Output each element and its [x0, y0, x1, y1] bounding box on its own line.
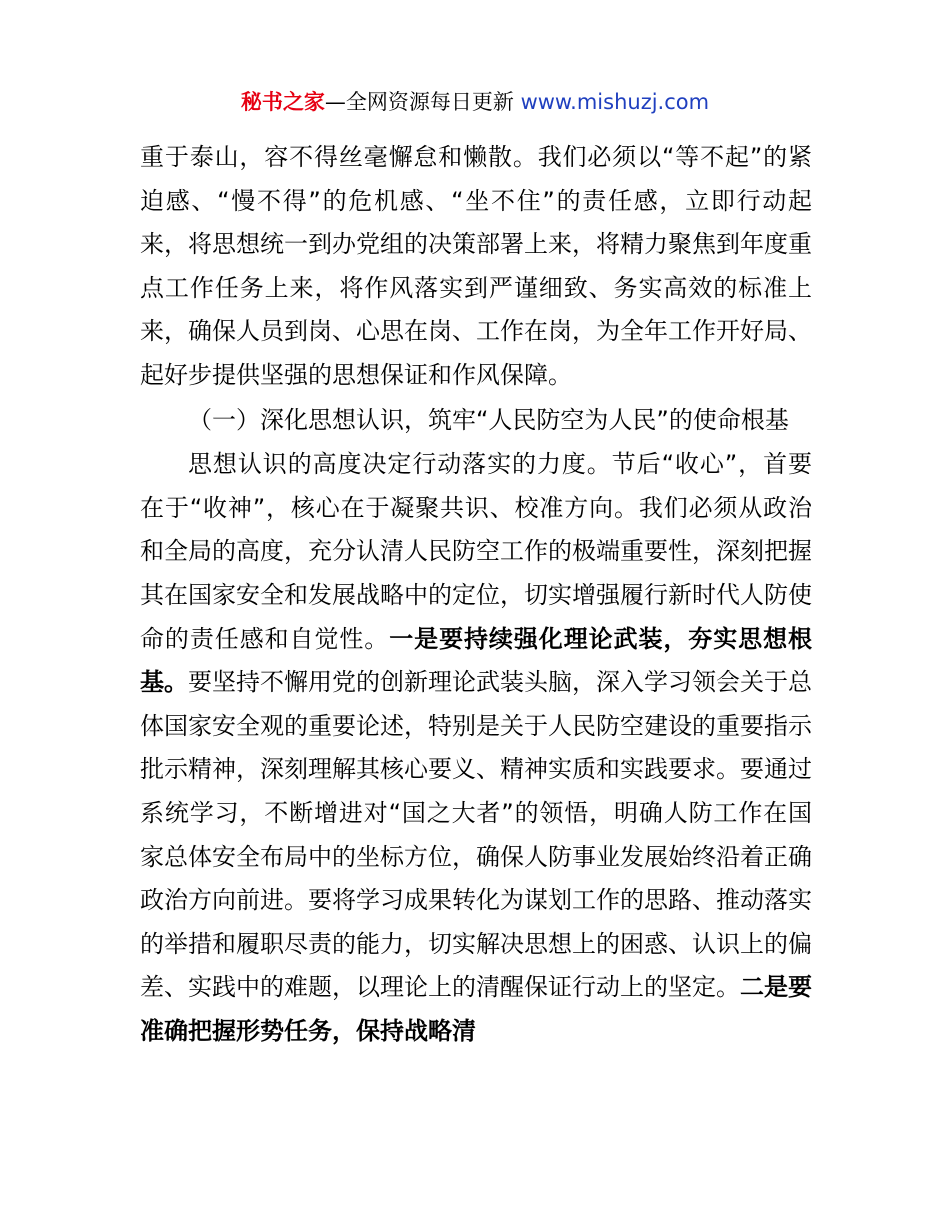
site-tagline: —全网资源每日更新 [324, 90, 521, 114]
paragraph-2-bold-point-1: 一是要持续强化理论武装，夯实思想根基。 [140, 624, 813, 697]
page-header [0, 86, 950, 118]
site-name: 秘书之家 [240, 90, 325, 114]
paragraph-2-bold-point-2: 二是要准确把握形势任务，保持战略清 [140, 973, 812, 1045]
paragraph-2-body: 要坚持不懈用党的创新理论武装头脑，深入学习领会关于总体国家安全观的重要论述，特别是关于人民防空建设的重要指示批示精神，深刻理解其核心要义、精神实质和实践要求。要通过系统学习，不断增进对“国之大者”的领悟，明确人防工作在国家总体安全布局中的坐标方位，确保人防事业发展始终沿着正确政治方向前进。要将学习成果转化为谋划工作的思路、推动落实的举措和履职尽责的能力，切实解决思想上的困惑、认识上的偏差、实践中的难题，以理论上的清醒保证行动上的坚定。 [140, 668, 812, 1002]
section-heading-1: （一）深化思想认识，筑牢“人民防空为人民”的使命根基 [188, 405, 789, 434]
document-body [140, 136, 812, 1053]
paragraph-1: 重于泰山，容不得丝毫懈怠和懒散。我们必须以“等不起”的紧迫感、“慢不得”的危机感、“坐不住”的责任感，立即行动起来，将思想统一到办党组的决策部署上来，将精力聚焦到年度重点工作任务上来，将作风落实到严谨细致、务实高效的标准上来，确保人员到岗、心思在岗、工作在岗，为全年工作开好局、起好步提供坚强的思想保证和作风保障。 [140, 143, 812, 389]
site-url[interactable]: www.mishuzj.com [520, 90, 710, 114]
paragraph-2-intro: 思想认识的高度决定行动落实的力度。节后“收心”，首要在于“收神”，核心在于凝聚共识、校准方向。我们必须从政治和全局的高度，充分认清人民防空工作的极端重要性，深刻把握其在国家安全和发展战略中的定位，切实增强履行新时代人防使命的责任感和自觉性。 [140, 450, 812, 653]
paragraph-2 [140, 443, 812, 1053]
